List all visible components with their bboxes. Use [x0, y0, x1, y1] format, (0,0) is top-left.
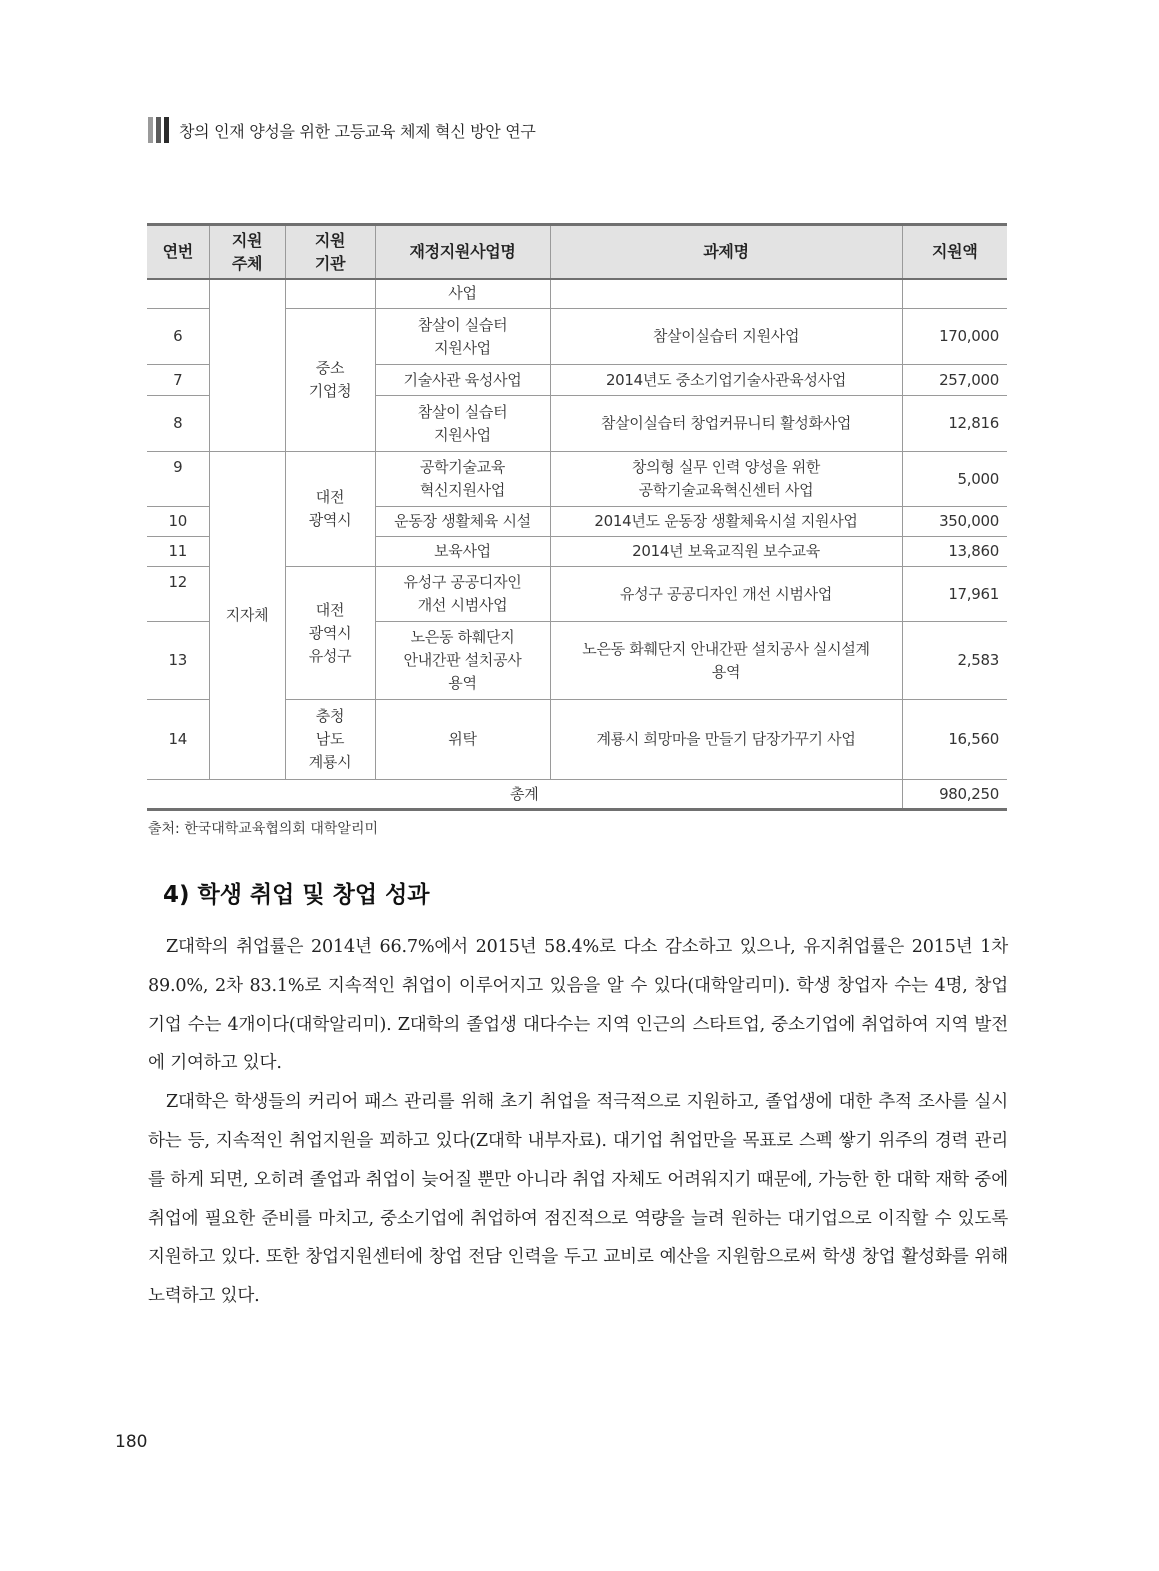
- header-bar-decoration: [148, 117, 153, 143]
- cell-no: 7: [147, 365, 209, 396]
- cell-agency-yuseong: 대전 광역시 유성구: [285, 567, 375, 700]
- cell-project: 2014년도 운동장 생활체육시설 지원사업: [550, 507, 902, 537]
- cell-no: 12: [147, 567, 209, 622]
- cell-amount: 2,583: [902, 622, 1007, 700]
- cell-program: 사업: [375, 279, 550, 309]
- cell-program: 노은동 하훼단지 안내간판 설치공사 용역: [375, 622, 550, 700]
- cell-program: 참살이 실습터 지원사업: [375, 309, 550, 365]
- cell-no: [147, 279, 209, 309]
- section-heading: 4) 학생 취업 및 창업 성과: [163, 882, 430, 908]
- cell-project: 창의형 실무 인력 양성을 위한 공학기술교육혁신센터 사업: [550, 452, 902, 507]
- cell-program: 참살이 실습터 지원사업: [375, 396, 550, 452]
- funding-table: [147, 223, 1007, 811]
- cell-subject: [209, 279, 285, 452]
- cell-amount: 170,000: [902, 309, 1007, 365]
- cell-project: 참살이실습터 창업커뮤니티 활성화사업: [550, 396, 902, 452]
- cell-amount: [902, 279, 1007, 309]
- header-subject: 지원 주체: [209, 225, 285, 279]
- cell-no: 11: [147, 537, 209, 567]
- cell-amount: 350,000: [902, 507, 1007, 537]
- header-no: 연번: [147, 225, 209, 279]
- cell-program: 공학기술교육 혁신지원사업: [375, 452, 550, 507]
- cell-project: 계룡시 희망마을 만들기 담장가꾸기 사업: [550, 700, 902, 780]
- total-label: 총계: [147, 780, 902, 810]
- cell-no: 6: [147, 309, 209, 365]
- cell-program: 보육사업: [375, 537, 550, 567]
- cell-agency-daejeon: 대전 광역시: [285, 452, 375, 567]
- cell-subject-local: 지자체: [209, 452, 285, 780]
- header-bar-decoration: [164, 117, 169, 143]
- cell-project: 노은동 화훼단지 안내간판 설치공사 실시설계 용역: [550, 622, 902, 700]
- header-program: 재정지원사업명: [375, 225, 550, 279]
- cell-amount: 16,560: [902, 700, 1007, 780]
- cell-amount: 5,000: [902, 452, 1007, 507]
- table-row: [147, 452, 1007, 507]
- cell-program: 위탁: [375, 700, 550, 780]
- cell-amount: 17,961: [902, 567, 1007, 622]
- cell-no: 13: [147, 622, 209, 700]
- cell-no: 10: [147, 507, 209, 537]
- cell-program: 기술사관 육성사업: [375, 365, 550, 396]
- cell-amount: 257,000: [902, 365, 1007, 396]
- cell-project: 2014년도 중소기업기술사관육성사업: [550, 365, 902, 396]
- cell-agency: [285, 279, 375, 309]
- table-header-row: [147, 225, 1007, 279]
- cell-no: 8: [147, 396, 209, 452]
- cell-project: [550, 279, 902, 309]
- cell-agency-gyeryong: 충청 남도 계룡시: [285, 700, 375, 780]
- header-bar-decoration: [156, 117, 161, 143]
- cell-no: 9: [147, 452, 209, 507]
- cell-program: 유성구 공공디자인 개선 시범사업: [375, 567, 550, 622]
- running-header: [148, 117, 536, 143]
- header-agency: 지원 기관: [285, 225, 375, 279]
- body-text: [148, 928, 1008, 1316]
- total-amount: 980,250: [902, 780, 1007, 810]
- cell-no: 14: [147, 700, 209, 780]
- table-source-note: 출처: 한국대학교육협의회 대학알리미: [148, 821, 379, 837]
- paragraph: Z대학의 취업률은 2014년 66.7%에서 2015년 58.4%로 다소 감소하고 있으나, 유지취업률은 2015년 1차 89.0%, 2차 83.1%로 지속적인 취업이 이루어지고 있음을 알 수 있다(대학알리미). 학생 창업자 수는 4명, 창업 기업 수는 4개이다(대학알리미). Z대학의 졸업생 대다수는 지역 인근의 스타트업, 중소기업에 취업하여 지역 발전에 기여하고 있다.: [148, 937, 1008, 1074]
- header-amount: 지원액: [902, 225, 1007, 279]
- cell-amount: 13,860: [902, 537, 1007, 567]
- table-total-row: [147, 780, 1007, 810]
- cell-project: 유성구 공공디자인 개선 시범사업: [550, 567, 902, 622]
- cell-program: 운동장 생활체육 시설: [375, 507, 550, 537]
- cell-project: 2014년 보육교직원 보수교육: [550, 537, 902, 567]
- table-row: [147, 279, 1007, 309]
- page-number: 180: [115, 1432, 148, 1452]
- cell-agency-sme: 중소 기업청: [285, 309, 375, 452]
- header-title: 창의 인재 양성을 위한 고등교육 체제 혁신 방안 연구: [179, 121, 536, 141]
- paragraph: Z대학은 학생들의 커리어 패스 관리를 위해 초기 취업을 적극적으로 지원하고, 졸업생에 대한 추적 조사를 실시하는 등, 지속적인 취업지원을 꾀하고 있다(Z대학 내부자료). 대기업 취업만을 목표로 스펙 쌓기 위주의 경력 관리를 하게 되면, 오히려 졸업과 취업이 늦어질 뿐만 아니라 취업 자체도 어려워지기 때문에, 가능한 한 대학 재학 중에 취업에 필요한 준비를 마치고, 중소기업에 취업하여 점진적으로 역량을 늘려 원하는 대기업으로 이직할 수 있도록 지원하고 있다. 또한 창업지원센터에 창업 전담 인력을 두고 교비로 예산을 지원함으로써 학생 창업 활성화를 위해 노력하고 있다.: [148, 1092, 1008, 1307]
- cell-project: 참살이실습터 지원사업: [550, 309, 902, 365]
- cell-amount: 12,816: [902, 396, 1007, 452]
- header-project: 과제명: [550, 225, 902, 279]
